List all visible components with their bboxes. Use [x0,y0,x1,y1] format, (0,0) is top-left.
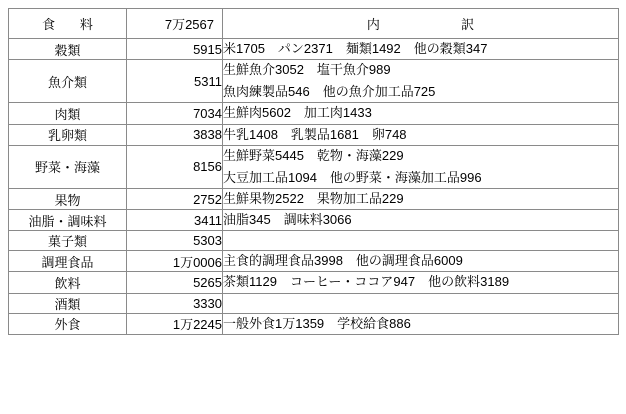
detail-line: 生鮮果物2522 果物加工品229 [223,190,404,206]
row-amount: 3838 [127,124,223,145]
table-row [9,210,619,231]
table-row [9,313,619,334]
row-detail [223,103,619,124]
row-amount: 5311 [127,60,223,103]
table-header-row [9,9,619,39]
row-category: 果物 [9,188,127,209]
row-amount: 5915 [127,39,223,60]
table-row [9,145,619,188]
detail-line: 生鮮肉5602 加工肉1433 [223,105,372,121]
food-expenditure-table [8,8,619,335]
row-category: 調理食品 [9,251,127,272]
detail-line: 魚肉練製品546 他の魚介加工品725 [223,84,436,100]
row-category: 菓子類 [9,231,127,251]
row-amount: 2752 [127,188,223,209]
row-category: 魚介類 [9,60,127,103]
row-detail [223,145,619,188]
header-amount-value: 7万2567 [164,17,214,32]
detail-line: 大豆加工品1094 他の野菜・海藻加工品996 [223,169,482,185]
row-category: 野菜・海藻 [9,145,127,188]
header-cell-amount [127,9,223,39]
detail-line: 主食的調理食品3998 他の調理食品6009 [223,253,463,269]
row-amount: 3411 [127,210,223,231]
table-row [9,103,619,124]
detail-line: 油脂345 調味料3066 [223,212,352,228]
row-detail [223,188,619,209]
row-detail [223,272,619,293]
row-amount: 5303 [127,231,223,251]
detail-line: 米1705 パン2371 麺類1492 他の穀類347 [223,41,488,56]
table-row [9,188,619,209]
row-amount: 3330 [127,293,223,313]
table-row [9,231,619,251]
detail-line: 生鮮野菜5445 乾物・海藻229 [223,147,404,163]
detail-line: 生鮮魚介3052 塩干魚介989 [223,62,391,78]
table-row [9,124,619,145]
table-row [9,272,619,293]
row-detail [223,293,619,313]
row-detail [223,231,619,251]
header-cell-category [9,9,127,39]
row-detail [223,39,619,60]
row-amount: 1万2245 [127,313,223,334]
row-detail [223,124,619,145]
detail-line: 茶類1129 コーヒー・ココア947 他の飲料3189 [223,274,510,290]
header-cell-detail [223,9,619,39]
row-category: 油脂・調味料 [9,210,127,231]
food-expenditure-sheet [8,8,618,335]
table-row [9,39,619,60]
row-amount: 1万0006 [127,251,223,272]
row-detail [223,251,619,272]
row-detail [223,313,619,334]
row-detail [223,60,619,103]
row-category: 酒類 [9,293,127,313]
row-amount: 7034 [127,103,223,124]
header-category-label: 食 料 [42,17,99,32]
detail-line: 一般外食1万1359 学校給食886 [223,315,411,331]
detail-line: 牛乳1408 乳製品1681 卵748 [223,126,407,142]
table-row [9,60,619,103]
row-category: 穀類 [9,39,127,60]
table-row [9,251,619,272]
header-detail-label: 内 訳 [366,17,480,32]
row-amount: 8156 [127,145,223,188]
table-row [9,293,619,313]
row-category: 乳卵類 [9,124,127,145]
row-category: 飲料 [9,272,127,293]
row-category: 外食 [9,313,127,334]
row-detail [223,210,619,231]
row-amount: 5265 [127,272,223,293]
row-category: 肉類 [9,103,127,124]
